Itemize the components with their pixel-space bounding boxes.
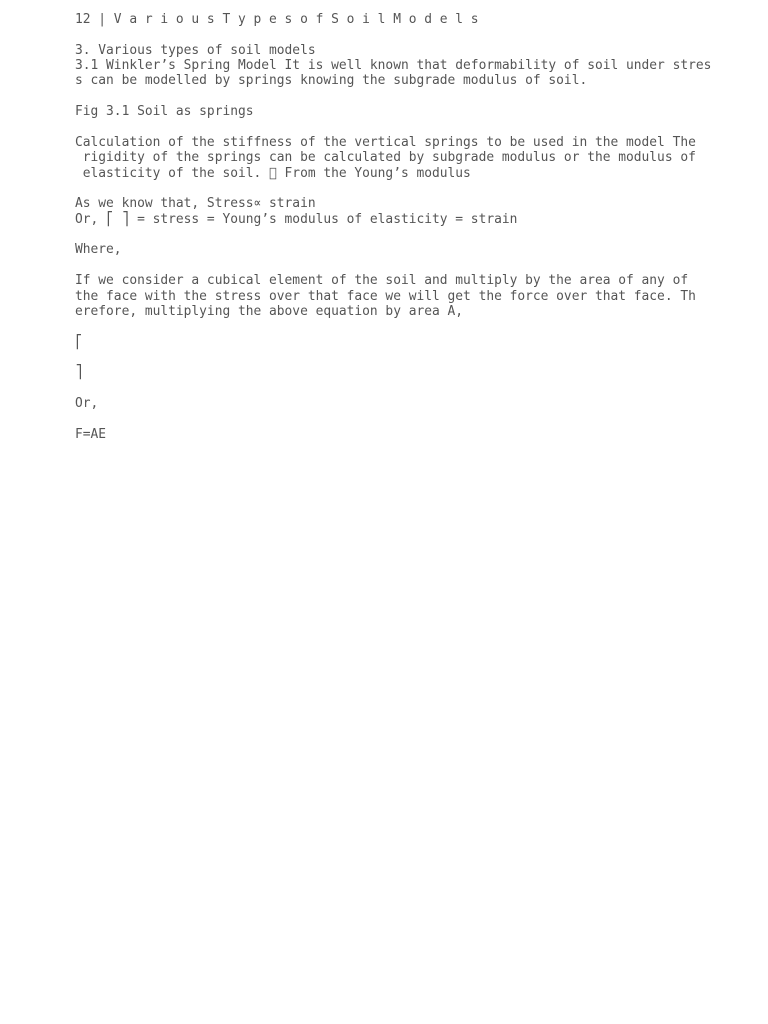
paragraph-line: s can be modelled by springs knowing the subgrade modulus of soil. <box>75 73 588 89</box>
spacer <box>75 319 735 335</box>
paragraph-line: erefore, multiplying the above equation by area A, <box>75 303 464 319</box>
spacer <box>75 258 735 274</box>
paragraph-line: As we know that, Stress∝ strain <box>75 196 316 212</box>
spacer <box>75 119 735 135</box>
paragraph-line: Calculation of the stiffness of the vertical springs to be used in the model The <box>75 134 696 150</box>
page-header: 12 | V a r i o u s T y p e s o f S o i l M o d e l s <box>75 12 479 27</box>
document-page <box>75 12 735 442</box>
section-heading: 3. Various types of soil models <box>75 42 316 58</box>
paragraph-line: elasticity of the soil. From the Young’s modulus <box>75 165 471 181</box>
equation: F=AE <box>75 427 107 443</box>
bracket-close: ⎤ <box>75 365 83 381</box>
spacer <box>75 89 735 105</box>
spacer <box>75 381 735 397</box>
spacer <box>75 350 735 366</box>
paragraph-line: If we consider a cubical element of the soil and multiply by the area of any of <box>75 273 689 289</box>
spacer <box>75 181 735 197</box>
spacer <box>75 412 735 428</box>
where-label: Where, <box>75 242 122 258</box>
spacer <box>75 227 735 243</box>
bracket-open: ⎡ <box>75 334 83 350</box>
paragraph-line: rigidity of the springs can be calculated by subgrade modulus or the modulus of <box>75 150 696 166</box>
paragraph-line: Or, ⎡ ⎤ = stress = Young’s modulus of elasticity = strain <box>75 211 518 227</box>
paragraph-line: the face with the stress over that face we will get the force over that face. Th <box>75 288 696 304</box>
paragraph-line: 3.1 Winkler’s Spring Model It is well known that deformability of soil under stres <box>75 58 712 74</box>
spacer <box>75 27 735 43</box>
figure-caption: Fig 3.1 Soil as springs <box>75 104 254 120</box>
or-label: Or, <box>75 396 99 412</box>
